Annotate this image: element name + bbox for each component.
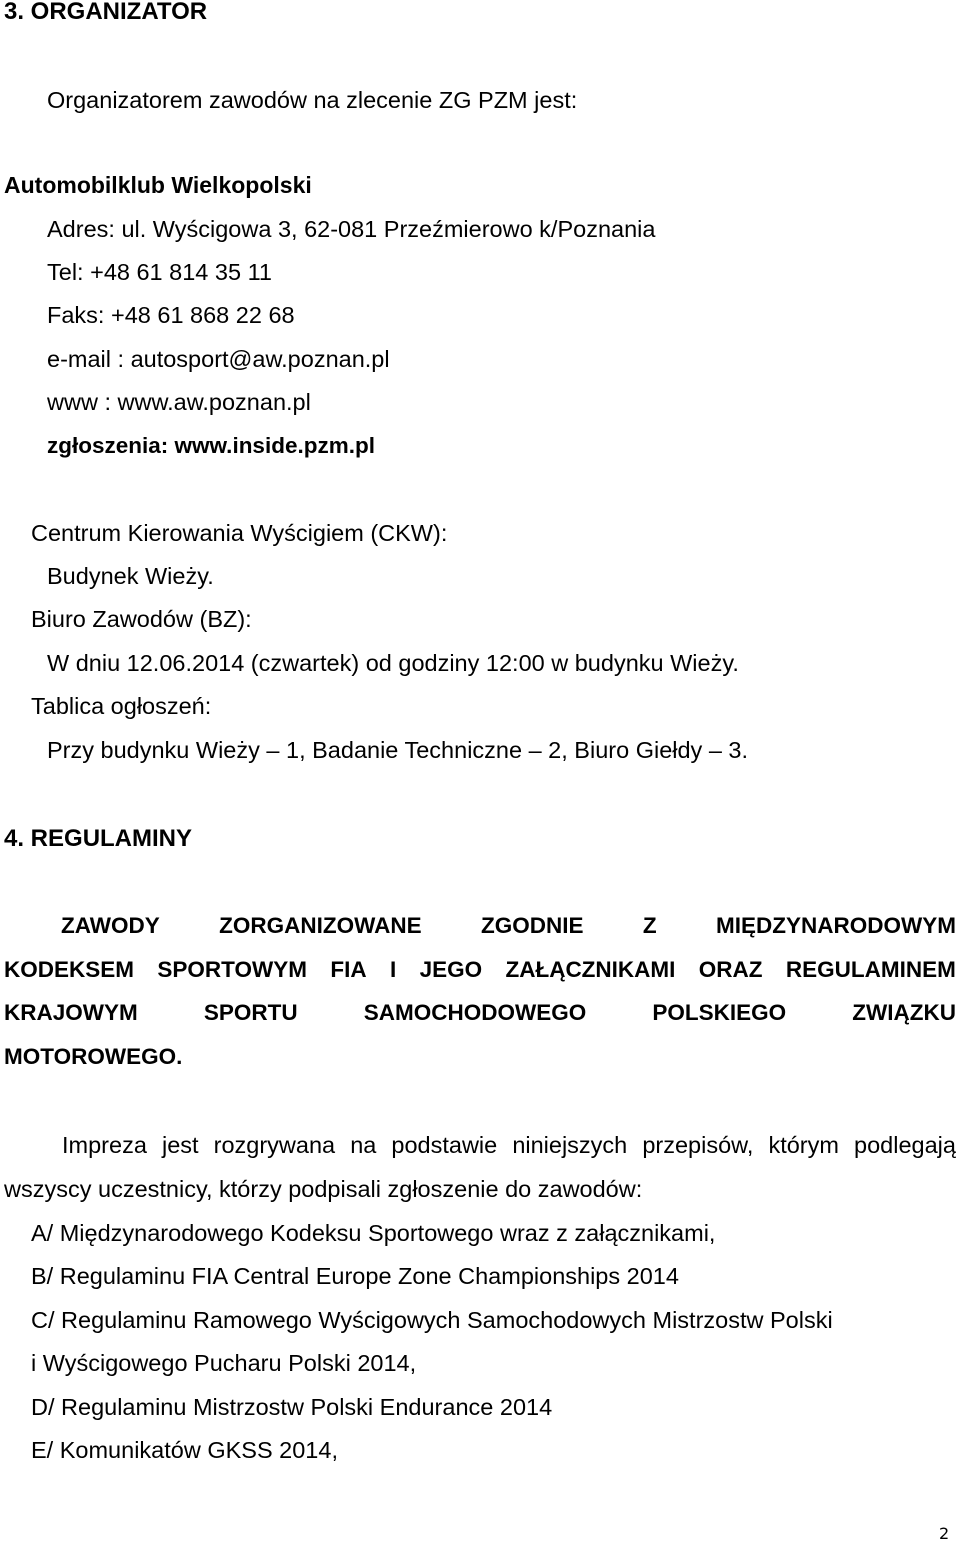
regulation-item-e: E/ Komunikatów GKSS 2014, [31, 1437, 338, 1463]
statement-word: KODEKSEM [4, 957, 135, 982]
paragraph-word: jest [161, 1132, 199, 1158]
regulation-item-b: B/ Regulaminu FIA Central Europe Zone Championships 2014 [31, 1263, 679, 1289]
paragraph-word: Impreza [62, 1132, 147, 1158]
club-name: Automobilklub Wielkopolski [4, 172, 312, 198]
statement-word: KRAJOWYM [4, 1000, 138, 1025]
statement-line-1 [61, 913, 956, 939]
statement-word: SPORTU [203, 1000, 298, 1025]
statement-last-line: MOTOROWEGO. [4, 1044, 183, 1069]
paragraph-word: na [350, 1132, 377, 1158]
statement-word: ZAWODY [61, 913, 160, 938]
paragraph-word: rozgrywana [213, 1132, 336, 1158]
ckw-label: Centrum Kierowania Wyścigiem (CKW): [31, 520, 448, 546]
statement-word: MIĘDZYNARODOWYM [715, 913, 956, 938]
paragraph-word: niniejszych [512, 1132, 628, 1158]
statement-word: Z [642, 913, 657, 938]
email-line: e-mail : autosport@aw.poznan.pl [47, 346, 390, 372]
address-line: Adres: ul. Wyścigowa 3, 62-081 Przeźmierowo k/Poznania [47, 216, 656, 242]
statement-word: SAMOCHODOWEGO [363, 1000, 587, 1025]
fax-line: Faks: +48 61 868 22 68 [47, 302, 295, 328]
regulation-item-c: C/ Regulaminu Ramowego Wyścigowych Samochodowych Mistrzostw Polski [31, 1307, 833, 1333]
section-4-heading: 4. REGULAMINY [4, 825, 193, 852]
statement-line-2 [4, 957, 956, 983]
paragraph-line-2: wszyscy uczestnicy, którzy podpisali zgłoszenie do zawodów: [4, 1176, 643, 1202]
notice-board-label: Tablica ogłoszeń: [31, 693, 212, 719]
paragraph-word: którym [768, 1132, 839, 1158]
bz-label: Biuro Zawodów (BZ): [31, 606, 252, 632]
statement-word: JEGO [419, 957, 483, 982]
statement-word: REGULAMINEM [785, 957, 956, 982]
statement-word: ZAŁĄCZNIKAMI [505, 957, 676, 982]
website-line: www : www.aw.poznan.pl [47, 389, 311, 415]
statement-word: POLSKIEGO [652, 1000, 787, 1025]
statement-word: FIA [330, 957, 367, 982]
statement-word: ZORGANIZOWANE [219, 913, 422, 938]
registration-line: zgłoszenia: www.inside.pzm.pl [47, 433, 375, 458]
paragraph-word: podlegają [854, 1132, 956, 1158]
statement-word: SPORTOWYM [157, 957, 307, 982]
organizer-intro: Organizatorem zawodów na zlecenie ZG PZM jest: [47, 87, 578, 113]
statement-word: ZWIĄZKU [852, 1000, 956, 1025]
statement-line-3 [4, 1000, 956, 1026]
statement-word: ZGODNIE [480, 913, 584, 938]
bz-value: W dniu 12.06.2014 (czwartek) od godziny 12:00 w budynku Wieży. [47, 650, 739, 676]
statement-word: ORAZ [698, 957, 763, 982]
ckw-value: Budynek Wieży. [47, 563, 214, 589]
paragraph-word: przepisów, [642, 1132, 754, 1158]
page-number: 2 [939, 1524, 950, 1543]
phone-line: Tel: +48 61 814 35 11 [47, 259, 272, 285]
paragraph-line-1 [62, 1132, 956, 1159]
notice-board-value: Przy budynku Wieży – 1, Badanie Techniczne – 2, Biuro Giełdy – 3. [47, 737, 749, 763]
regulation-item-c-continued: i Wyścigowego Pucharu Polski 2014, [31, 1350, 417, 1376]
regulation-item-a: A/ Międzynarodowego Kodeksu Sportowego wraz z załącznikami, [31, 1220, 716, 1246]
paragraph-word: podstawie [391, 1132, 498, 1158]
section-3-heading: 3. ORGANIZATOR [4, 0, 208, 25]
statement-word: I [389, 957, 397, 982]
regulation-item-d: D/ Regulaminu Mistrzostw Polski Endurance 2014 [31, 1394, 553, 1420]
